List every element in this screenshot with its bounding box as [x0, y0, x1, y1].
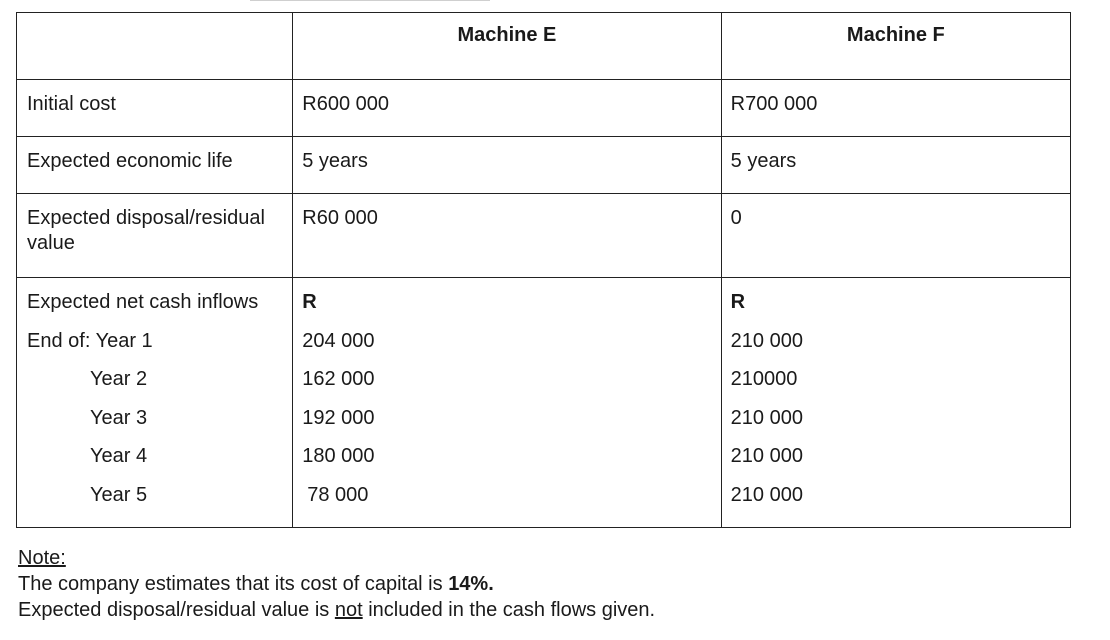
- currency-unit: R: [302, 291, 317, 313]
- cash-inflow-labels: [17, 278, 292, 521]
- note-residual-exclusion: [18, 597, 655, 623]
- machine-f-value: R700 000: [730, 93, 818, 115]
- machine-comparison-table: [16, 12, 1071, 528]
- note-block: [18, 545, 655, 623]
- machine-e-cash-inflows: [293, 278, 720, 521]
- row-label: Expected economic life: [27, 150, 233, 172]
- note-line2-text: Expected disposal/residual value is: [18, 599, 335, 621]
- header-machine-f: Machine F: [721, 13, 1070, 80]
- note-cost-of-capital: [18, 571, 655, 597]
- machine-e-inflow: 192 000: [302, 406, 375, 429]
- row-label: Initial cost: [27, 93, 116, 115]
- machine-f-inflow: 210 000: [730, 406, 803, 429]
- table-header-row: [17, 13, 1071, 80]
- header-empty-cell: [17, 13, 293, 80]
- machine-e-value: R600 000: [302, 93, 389, 115]
- row-label: Expected disposal/residual value: [27, 207, 265, 254]
- table-row-cash-inflows: [17, 278, 1071, 528]
- machine-f-inflow: 210 000: [730, 483, 803, 506]
- machine-f-value: 5 years: [730, 150, 797, 172]
- year-label: End of: Year 1: [27, 329, 153, 352]
- machine-e-inflow: 204 000: [302, 329, 375, 352]
- note-line1-text: The company estimates that its cost of capital is: [18, 573, 449, 595]
- note-line2-suffix: included in the cash flows given.: [362, 599, 656, 621]
- note-title: Note:: [18, 547, 66, 569]
- cost-of-capital-rate: 14%.: [448, 573, 494, 595]
- table-row-economic-life: [17, 137, 1071, 194]
- machine-f-value: 0: [730, 207, 742, 229]
- year-label: Year 5: [90, 483, 148, 506]
- machine-e-inflow: 78 000: [307, 483, 369, 506]
- machine-f-inflow: 210000: [730, 368, 798, 390]
- page-top-fragment-line: [250, 0, 490, 1]
- year-label: Year 2: [90, 368, 148, 390]
- table-row-initial-cost: [17, 80, 1071, 137]
- table-row-residual-value: [17, 194, 1071, 278]
- year-label: Year 4: [90, 445, 148, 467]
- note-emphasis: not: [334, 599, 363, 621]
- machine-f-cash-inflows: [722, 278, 1070, 521]
- machine-e-value: R60 000: [302, 207, 378, 229]
- machine-e-inflow: 180 000: [302, 445, 375, 467]
- machine-f-inflow: 210 000: [730, 445, 803, 467]
- machine-f-inflow: 210 000: [730, 329, 803, 352]
- machine-e-inflow: 162 000: [302, 368, 375, 390]
- year-label: Year 3: [90, 406, 148, 429]
- machine-e-value: 5 years: [302, 150, 368, 172]
- cash-inflows-heading: Expected net cash inflows: [27, 291, 259, 313]
- header-machine-e: Machine E: [293, 13, 721, 80]
- currency-unit: R: [730, 291, 746, 313]
